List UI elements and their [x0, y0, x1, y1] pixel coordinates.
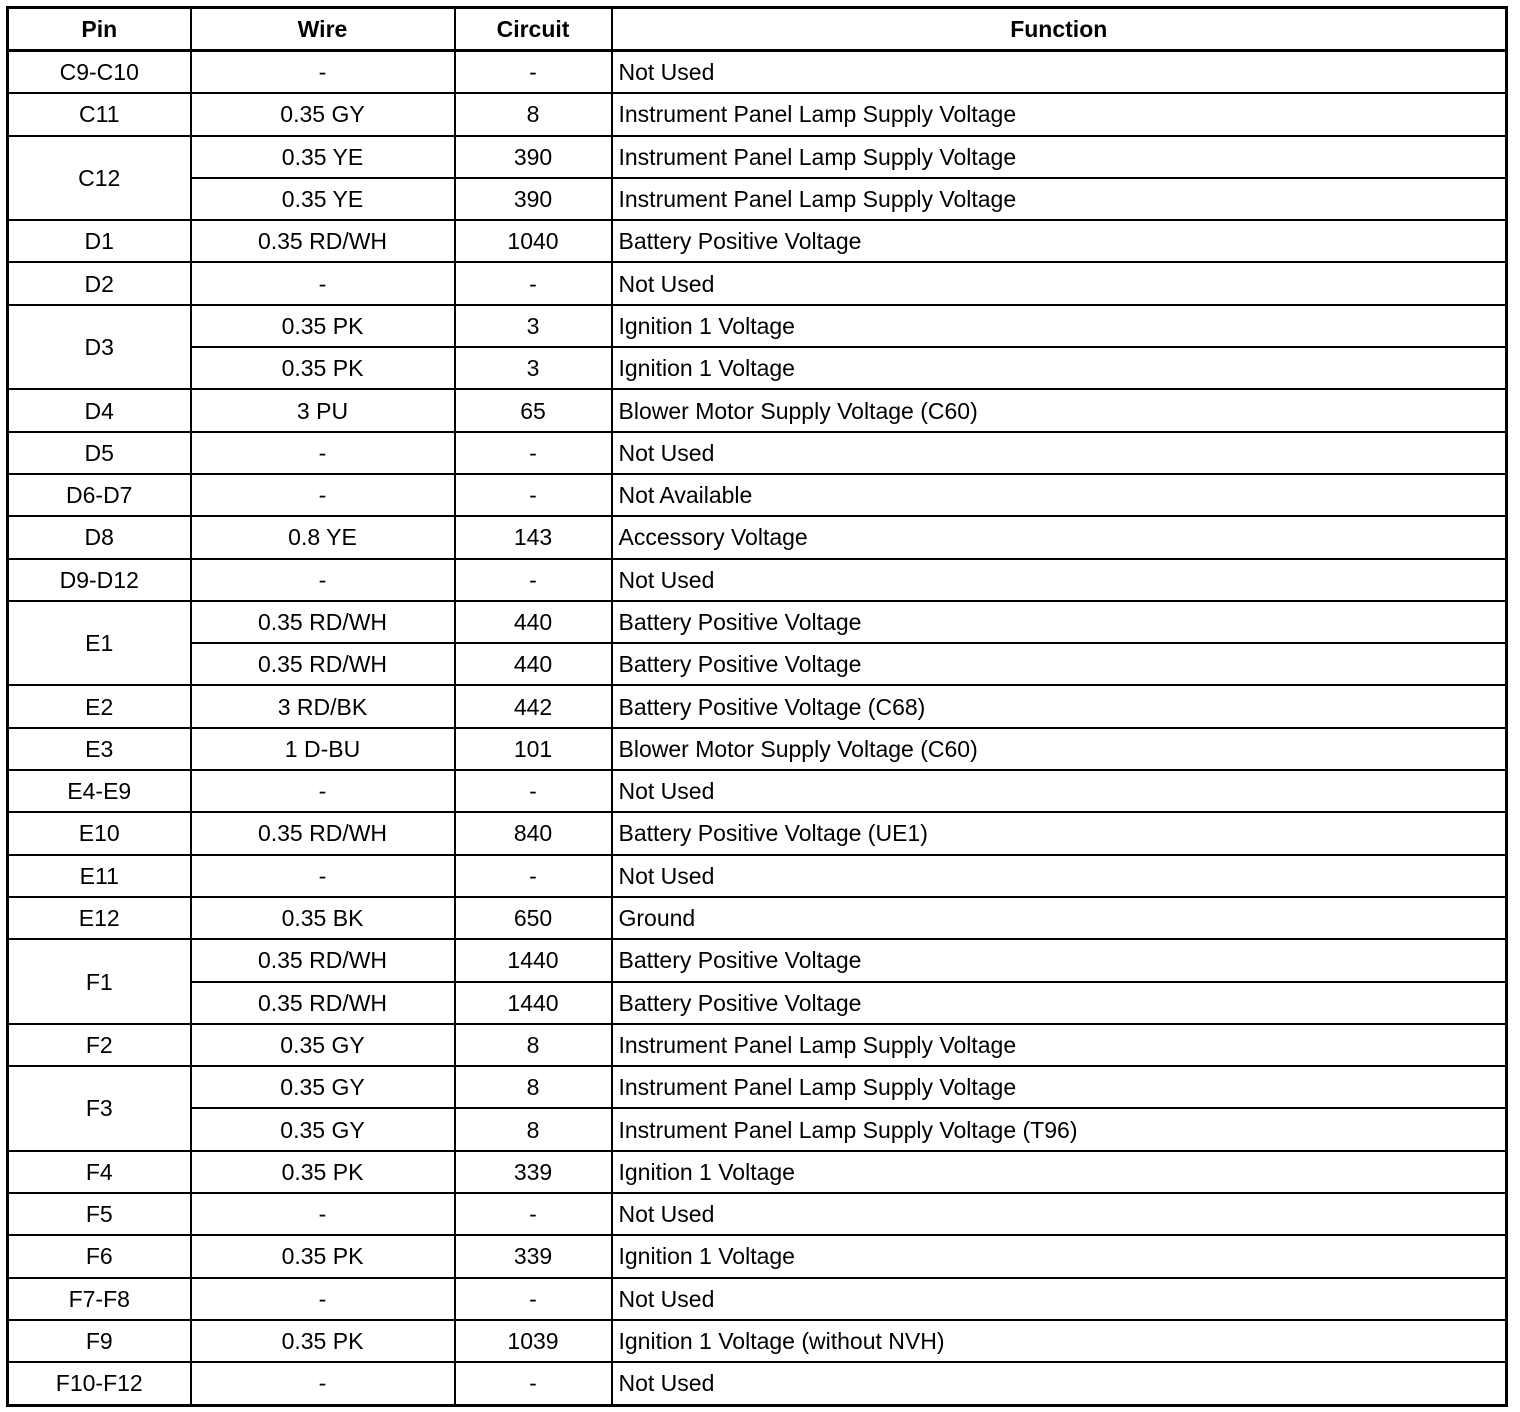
- wire-cell: 0.35 YE: [191, 136, 455, 178]
- wire-cell: -: [191, 51, 455, 94]
- circuit-cell: 1440: [455, 982, 612, 1024]
- table-row: [8, 939, 1507, 981]
- table-row: [8, 389, 1507, 431]
- table-row: [8, 516, 1507, 558]
- wire-cell: 0.35 RD/WH: [191, 982, 455, 1024]
- function-cell: Battery Positive Voltage: [612, 220, 1507, 262]
- wire-cell: 0.35 GY: [191, 1024, 455, 1066]
- header-pin: Pin: [8, 8, 191, 51]
- table-row: [8, 262, 1507, 304]
- function-cell: Battery Positive Voltage (C68): [612, 685, 1507, 727]
- pin-cell: E2: [8, 685, 191, 727]
- table-header: [8, 8, 1507, 51]
- pin-cell: E11: [8, 855, 191, 897]
- function-cell: Not Used: [612, 1278, 1507, 1320]
- table-row: [8, 559, 1507, 601]
- wire-cell: -: [191, 855, 455, 897]
- pin-cell: D1: [8, 220, 191, 262]
- circuit-cell: -: [455, 262, 612, 304]
- table-row: [8, 1362, 1507, 1405]
- function-cell: Not Available: [612, 474, 1507, 516]
- circuit-cell: 65: [455, 389, 612, 431]
- pin-cell: C9-C10: [8, 51, 191, 94]
- function-cell: Accessory Voltage: [612, 516, 1507, 558]
- circuit-cell: -: [455, 1278, 612, 1320]
- circuit-cell: 390: [455, 178, 612, 220]
- function-cell: Instrument Panel Lamp Supply Voltage: [612, 1024, 1507, 1066]
- wire-cell: 0.35 GY: [191, 93, 455, 135]
- circuit-cell: -: [455, 855, 612, 897]
- wire-cell: 1 D-BU: [191, 728, 455, 770]
- table-row: [8, 1320, 1507, 1362]
- wire-cell: 0.35 YE: [191, 178, 455, 220]
- function-cell: Ignition 1 Voltage: [612, 1151, 1507, 1193]
- function-cell: Battery Positive Voltage: [612, 982, 1507, 1024]
- table-row: [8, 51, 1507, 94]
- pin-cell: E10: [8, 812, 191, 854]
- pin-cell: E12: [8, 897, 191, 939]
- wire-cell: -: [191, 1362, 455, 1405]
- function-cell: Blower Motor Supply Voltage (C60): [612, 728, 1507, 770]
- circuit-cell: 3: [455, 347, 612, 389]
- circuit-cell: -: [455, 1362, 612, 1405]
- table-row: [8, 136, 1507, 178]
- pin-cell: D5: [8, 432, 191, 474]
- wire-cell: -: [191, 474, 455, 516]
- function-cell: Ignition 1 Voltage (without NVH): [612, 1320, 1507, 1362]
- wire-cell: 0.35 RD/WH: [191, 601, 455, 643]
- table-row: [8, 1066, 1507, 1108]
- circuit-cell: 840: [455, 812, 612, 854]
- function-cell: Blower Motor Supply Voltage (C60): [612, 389, 1507, 431]
- circuit-cell: 3: [455, 305, 612, 347]
- function-cell: Not Used: [612, 1193, 1507, 1235]
- wire-cell: 0.35 PK: [191, 1151, 455, 1193]
- table-row: [8, 432, 1507, 474]
- wire-cell: 0.8 YE: [191, 516, 455, 558]
- table-row: [8, 855, 1507, 897]
- function-cell: Instrument Panel Lamp Supply Voltage: [612, 1066, 1507, 1108]
- pin-cell: D6-D7: [8, 474, 191, 516]
- table-row: [8, 93, 1507, 135]
- function-cell: Instrument Panel Lamp Supply Voltage (T96): [612, 1108, 1507, 1150]
- wire-cell: 0.35 RD/WH: [191, 643, 455, 685]
- pin-cell: F6: [8, 1235, 191, 1277]
- pin-cell: D4: [8, 389, 191, 431]
- function-cell: Instrument Panel Lamp Supply Voltage: [612, 136, 1507, 178]
- function-cell: Ignition 1 Voltage: [612, 347, 1507, 389]
- table-row: [8, 305, 1507, 347]
- function-cell: Not Used: [612, 1362, 1507, 1405]
- circuit-cell: -: [455, 1193, 612, 1235]
- circuit-cell: 143: [455, 516, 612, 558]
- function-cell: Ignition 1 Voltage: [612, 305, 1507, 347]
- pin-cell: F4: [8, 1151, 191, 1193]
- wire-cell: 0.35 RD/WH: [191, 812, 455, 854]
- pin-cell: F5: [8, 1193, 191, 1235]
- circuit-cell: 339: [455, 1151, 612, 1193]
- wire-cell: -: [191, 1278, 455, 1320]
- pin-cell: E3: [8, 728, 191, 770]
- wire-cell: 0.35 RD/WH: [191, 939, 455, 981]
- table-row: [8, 220, 1507, 262]
- pin-cell: F7-F8: [8, 1278, 191, 1320]
- circuit-cell: 442: [455, 685, 612, 727]
- header-wire: Wire: [191, 8, 455, 51]
- table-row: [8, 812, 1507, 854]
- function-cell: Battery Positive Voltage (UE1): [612, 812, 1507, 854]
- pin-cell: E4-E9: [8, 770, 191, 812]
- wire-cell: -: [191, 559, 455, 601]
- function-cell: Ignition 1 Voltage: [612, 1235, 1507, 1277]
- table-row: [8, 770, 1507, 812]
- wire-cell: 0.35 PK: [191, 1320, 455, 1362]
- table-row: [8, 643, 1507, 685]
- circuit-cell: -: [455, 559, 612, 601]
- connector-pinout-table: [6, 6, 1508, 1407]
- function-cell: Not Used: [612, 855, 1507, 897]
- function-cell: Battery Positive Voltage: [612, 643, 1507, 685]
- circuit-cell: 440: [455, 601, 612, 643]
- wire-cell: 0.35 RD/WH: [191, 220, 455, 262]
- wire-cell: 0.35 GY: [191, 1108, 455, 1150]
- circuit-cell: 440: [455, 643, 612, 685]
- wire-cell: -: [191, 1193, 455, 1235]
- function-cell: Battery Positive Voltage: [612, 601, 1507, 643]
- circuit-cell: 1039: [455, 1320, 612, 1362]
- table-row: [8, 178, 1507, 220]
- pin-cell: F2: [8, 1024, 191, 1066]
- wire-cell: 0.35 GY: [191, 1066, 455, 1108]
- table-row: [8, 685, 1507, 727]
- wire-cell: 0.35 PK: [191, 305, 455, 347]
- wire-cell: -: [191, 262, 455, 304]
- function-cell: Instrument Panel Lamp Supply Voltage: [612, 93, 1507, 135]
- wire-cell: 0.35 PK: [191, 347, 455, 389]
- table-row: [8, 1151, 1507, 1193]
- circuit-cell: 8: [455, 1108, 612, 1150]
- circuit-cell: 339: [455, 1235, 612, 1277]
- pin-cell: D3: [8, 305, 191, 390]
- pin-cell: D9-D12: [8, 559, 191, 601]
- circuit-cell: -: [455, 770, 612, 812]
- pin-cell: E1: [8, 601, 191, 686]
- function-cell: Not Used: [612, 770, 1507, 812]
- table-row: [8, 1278, 1507, 1320]
- circuit-cell: 390: [455, 136, 612, 178]
- header-function: Function: [612, 8, 1507, 51]
- table-row: [8, 982, 1507, 1024]
- wire-cell: -: [191, 432, 455, 474]
- table-row: [8, 1235, 1507, 1277]
- wire-cell: -: [191, 770, 455, 812]
- table-row: [8, 347, 1507, 389]
- circuit-cell: 8: [455, 93, 612, 135]
- pin-cell: F1: [8, 939, 191, 1024]
- function-cell: Ground: [612, 897, 1507, 939]
- circuit-cell: 1040: [455, 220, 612, 262]
- wire-cell: 3 PU: [191, 389, 455, 431]
- table-row: [8, 1024, 1507, 1066]
- table-row: [8, 474, 1507, 516]
- circuit-cell: -: [455, 51, 612, 94]
- function-cell: Not Used: [612, 262, 1507, 304]
- wire-cell: 0.35 BK: [191, 897, 455, 939]
- circuit-cell: -: [455, 474, 612, 516]
- wire-cell: 3 RD/BK: [191, 685, 455, 727]
- table-body: [8, 51, 1507, 1406]
- function-cell: Instrument Panel Lamp Supply Voltage: [612, 178, 1507, 220]
- table-row: [8, 728, 1507, 770]
- circuit-cell: 650: [455, 897, 612, 939]
- pin-cell: F3: [8, 1066, 191, 1151]
- table-row: [8, 1108, 1507, 1150]
- circuit-cell: 101: [455, 728, 612, 770]
- circuit-cell: -: [455, 432, 612, 474]
- table-row: [8, 897, 1507, 939]
- pin-cell: C12: [8, 136, 191, 221]
- circuit-cell: 8: [455, 1066, 612, 1108]
- header-circuit: Circuit: [455, 8, 612, 51]
- circuit-cell: 8: [455, 1024, 612, 1066]
- function-cell: Not Used: [612, 559, 1507, 601]
- pin-cell: C11: [8, 93, 191, 135]
- pin-cell: F9: [8, 1320, 191, 1362]
- function-cell: Battery Positive Voltage: [612, 939, 1507, 981]
- pin-cell: F10-F12: [8, 1362, 191, 1405]
- wire-cell: 0.35 PK: [191, 1235, 455, 1277]
- table-row: [8, 1193, 1507, 1235]
- pin-cell: D2: [8, 262, 191, 304]
- pin-cell: D8: [8, 516, 191, 558]
- header-row: [8, 8, 1507, 51]
- function-cell: Not Used: [612, 432, 1507, 474]
- function-cell: Not Used: [612, 51, 1507, 94]
- table-row: [8, 601, 1507, 643]
- circuit-cell: 1440: [455, 939, 612, 981]
